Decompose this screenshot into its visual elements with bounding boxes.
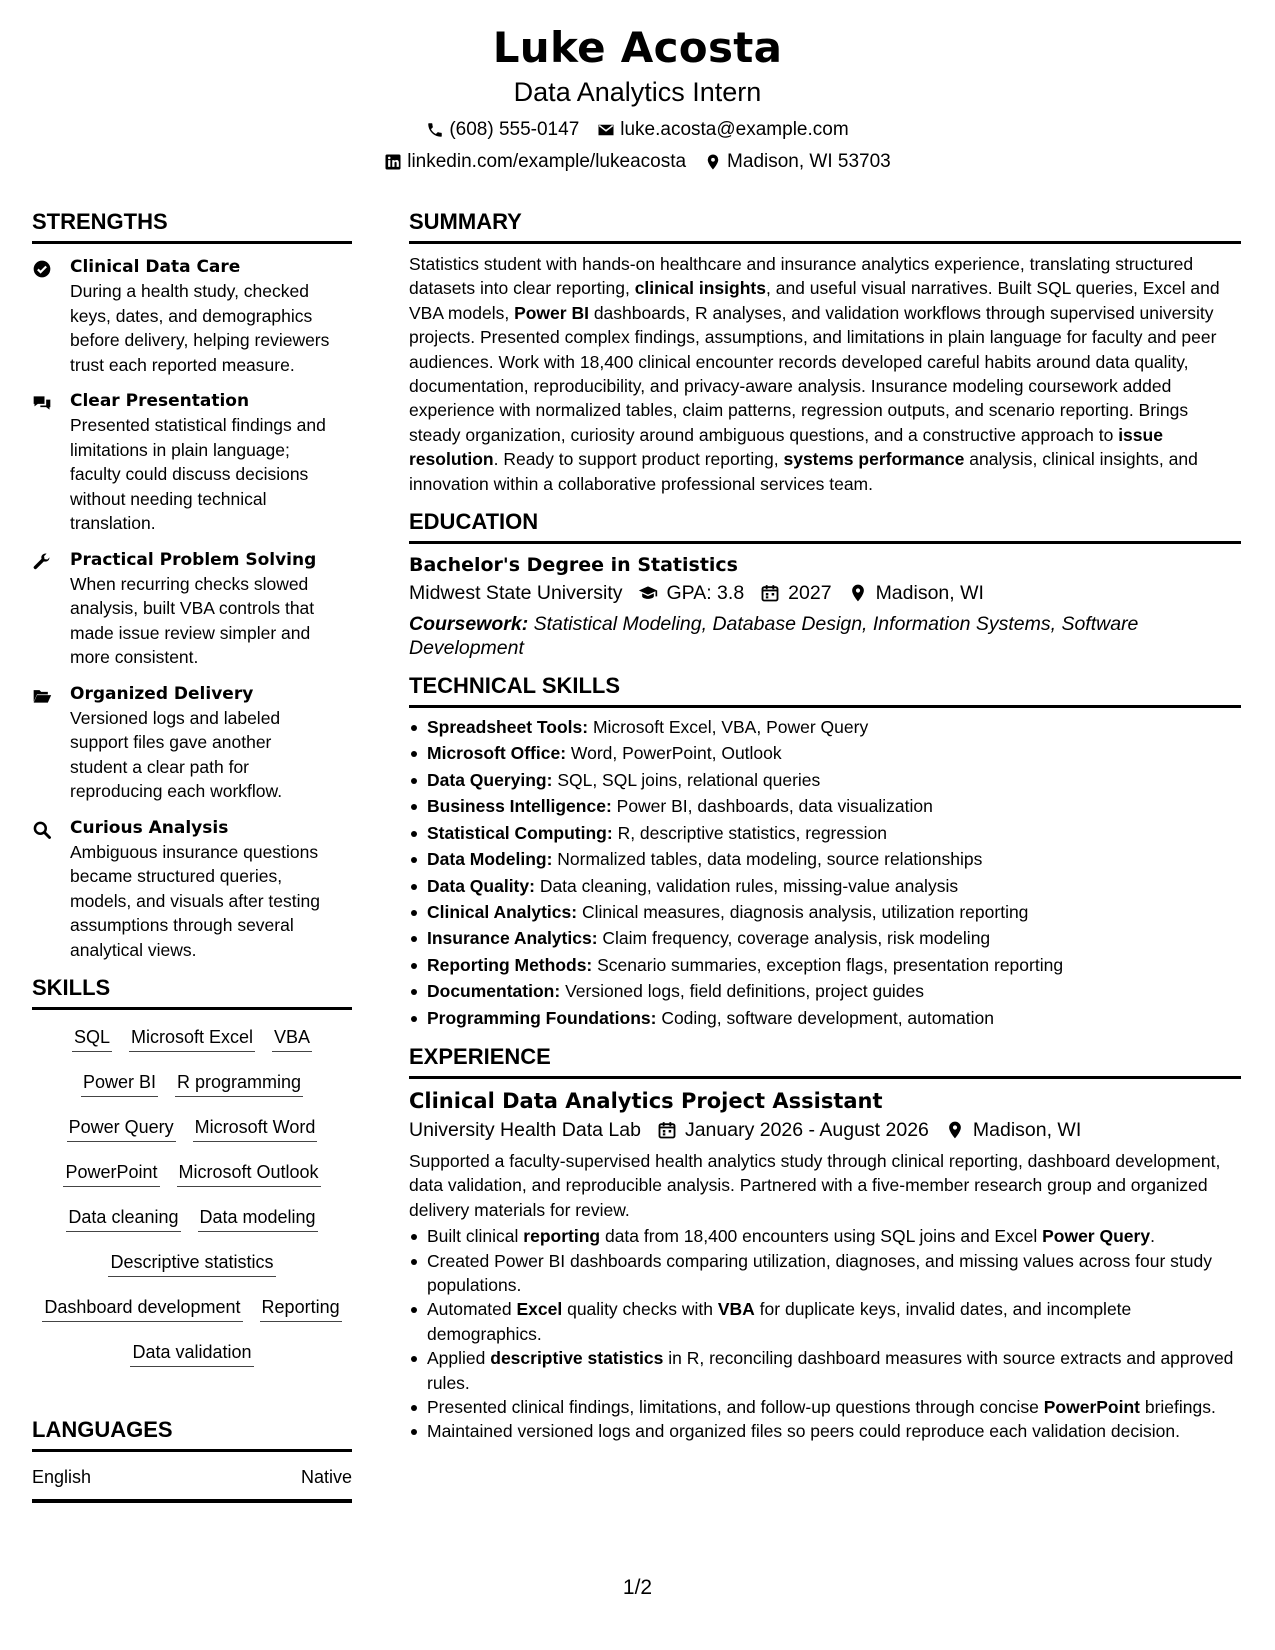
education-heading: EDUCATION: [409, 508, 1241, 544]
strength-line: keys, dates, and demographics: [70, 305, 313, 326]
strength-line: Presented statistical findings and: [70, 415, 326, 435]
candidate-name: Luke Acosta: [492, 23, 783, 72]
strength-description: [70, 413, 352, 536]
skill-values: Normalized tables, data modeling, source relationships: [552, 849, 983, 870]
strength-item: [32, 816, 352, 963]
linkedin-icon: [384, 153, 402, 171]
technical-skill-item: [409, 978, 1241, 1004]
strength-description: [70, 279, 352, 377]
skills-row: [32, 1339, 352, 1384]
comments-icon: [32, 393, 52, 413]
skill-category: Documentation:: [427, 981, 561, 1002]
text-run: briefings.: [1140, 1397, 1216, 1417]
email-contact[interactable]: [597, 118, 848, 142]
contact-row-secondary: [0, 150, 1275, 174]
emphasis-text: VBA: [717, 1299, 755, 1320]
technical-skill-item: [409, 740, 1241, 766]
degree-title: Bachelor's Degree in Statistics: [409, 554, 738, 577]
left-column: [32, 208, 352, 1503]
technical-skills-list: [409, 714, 1241, 1031]
skill-chip: Power BI: [81, 1069, 158, 1097]
text-run: in R, reconciling dashboard measures with source extracts and approved rules.: [427, 1348, 1234, 1393]
map-marker-icon: [704, 153, 722, 171]
technical-skill-item: [409, 899, 1241, 925]
strength-title: Curious Analysis: [70, 817, 229, 838]
employer-name: University Health Data Lab: [409, 1118, 641, 1141]
skills-row: [32, 1114, 352, 1159]
skill-chip: Data modeling: [198, 1204, 318, 1232]
strength-line: made issue review simpler and: [70, 622, 311, 643]
technical-skill-item: [409, 846, 1241, 872]
strength-line: support files gave another: [70, 732, 272, 752]
strength-title: Organized Delivery: [70, 683, 254, 704]
location-contact: [704, 150, 891, 174]
language-item: [32, 1465, 352, 1503]
text-run: for duplicate keys, invalid dates, and incomplete demographics.: [427, 1299, 1132, 1344]
job-location: Madison, WI: [972, 1118, 1082, 1141]
summary-text: [409, 252, 1241, 496]
strength-line: before delivery, helping reviewers: [70, 330, 330, 350]
wrench-icon: [32, 552, 52, 572]
job-meta: [409, 1115, 1241, 1145]
emphasis-text: Power Query: [1042, 1226, 1151, 1247]
strength-title: Practical Problem Solving: [70, 549, 317, 570]
map-marker-icon: [945, 1120, 965, 1140]
strength-line: translation.: [70, 513, 156, 533]
job-description: Supported a faculty-supervised health analytics study through clinical reporting, dashboard development, data validation, and reproducible analysis. Partnered with a five-member research group and organized delivery materials for review.: [409, 1150, 1221, 1220]
phone-text: (608) 555-0147: [449, 119, 580, 140]
strength-line: more consistent.: [70, 647, 199, 667]
skill-category: Business Intelligence:: [427, 796, 612, 817]
candidate-title: Data Analytics Intern: [513, 77, 762, 107]
job-bullets: [409, 1224, 1241, 1444]
strength-line: without needing technical: [70, 488, 267, 509]
skills-row: [32, 1294, 352, 1339]
contact-row-primary: [0, 118, 1275, 142]
skill-category: Spreadsheet Tools:: [427, 717, 589, 738]
text-run: Built clinical: [427, 1226, 524, 1247]
check-circle-icon: [32, 259, 52, 279]
location-text: Madison, WI 53703: [727, 151, 891, 172]
experience-bullet: [409, 1395, 1241, 1419]
strength-line: faculty could discuss decisions: [70, 464, 309, 484]
skill-values: Versioned logs, field definitions, project guides: [560, 981, 925, 1002]
skills-row: [32, 1159, 352, 1204]
strength-item: [32, 255, 352, 377]
skills-list: [32, 1024, 352, 1384]
technical-skills-heading: TECHNICAL SKILLS: [409, 672, 1241, 708]
languages-heading: LANGUAGES: [32, 1416, 352, 1452]
strength-line: assumptions through several: [70, 915, 294, 935]
graduation-cap-icon: [638, 583, 658, 603]
coursework-list: Statistical Modeling, Database Design, Information Systems, Software Development: [409, 613, 1139, 660]
skill-chip: Microsoft Excel: [129, 1024, 255, 1052]
text-run: Applied: [427, 1348, 491, 1369]
email-text: luke.acosta@example.com: [620, 119, 849, 140]
skill-values: SQL, SQL joins, relational queries: [552, 769, 821, 790]
technical-skill-item: [409, 793, 1241, 819]
skill-category: Data Quality:: [427, 875, 535, 896]
page-number: 1/2: [622, 1576, 653, 1599]
strength-line: models, and visuals after testing: [70, 890, 320, 911]
skill-values: Coding, software development, automation: [656, 1007, 995, 1028]
skill-category: Data Modeling:: [427, 849, 553, 870]
skill-chip: VBA: [272, 1024, 312, 1052]
skill-chip: PowerPoint: [63, 1159, 159, 1187]
skill-category: Microsoft Office:: [427, 743, 567, 764]
skill-category: Data Querying:: [427, 769, 553, 790]
map-marker-icon: [848, 583, 868, 603]
skill-values: Power BI, dashboards, data visualization: [611, 796, 933, 817]
text-run: .: [1150, 1226, 1155, 1247]
right-column: [409, 208, 1241, 1444]
emphasis-text: Excel: [516, 1299, 563, 1320]
envelope-icon: [597, 121, 615, 139]
skill-category: Statistical Computing:: [427, 822, 613, 843]
skill-chip: Microsoft Word: [193, 1114, 318, 1142]
calendar-icon: [760, 583, 780, 603]
strength-item: [32, 682, 352, 804]
text-run: Automated: [427, 1299, 517, 1320]
phone-icon: [426, 121, 444, 139]
folder-open-icon: [32, 686, 52, 706]
phone-contact: [426, 118, 579, 142]
strength-description: [70, 840, 352, 963]
skill-chip: R programming: [175, 1069, 303, 1097]
skill-category: Programming Foundations:: [427, 1007, 657, 1028]
experience-bullet: [409, 1297, 1241, 1346]
search-icon: [32, 820, 52, 840]
strength-line: trust each reported measure.: [70, 354, 295, 375]
text-run: Maintained versioned logs and organized files so peers could reproduce each validation decision.: [427, 1421, 1180, 1442]
skill-values: R, descriptive statistics, regression: [612, 822, 887, 843]
skills-row: [32, 1024, 352, 1069]
language-name: English: [32, 1467, 92, 1487]
job-dates: January 2026 - August 2026: [684, 1118, 929, 1141]
skill-chip: Power Query: [67, 1114, 176, 1142]
school-name: Midwest State University: [409, 582, 623, 605]
skill-values: Scenario summaries, exception flags, presentation reporting: [592, 954, 1064, 975]
strength-line: When recurring checks slowed: [70, 573, 309, 594]
skill-chip: SQL: [72, 1024, 112, 1052]
experience-bullet: [409, 1249, 1241, 1298]
technical-skill-item: [409, 1005, 1241, 1031]
strength-line: student a clear path for: [70, 756, 249, 777]
strength-description: [70, 572, 352, 670]
skill-category: Clinical Analytics:: [427, 901, 578, 922]
strength-line: Versioned logs and labeled: [70, 707, 281, 728]
strength-item: [32, 389, 352, 536]
skill-chip: Reporting: [260, 1294, 342, 1322]
technical-skill-item: [409, 820, 1241, 846]
emphasis-text: clinical insights: [634, 278, 766, 299]
resume-header: [0, 22, 1275, 174]
strength-line: Ambiguous insurance questions: [70, 841, 319, 862]
experience-bullet: [409, 1419, 1241, 1443]
skill-values: Clinical measures, diagnosis analysis, utilization reporting: [577, 901, 1029, 922]
skills-row: [32, 1204, 352, 1249]
text-run: . Ready to support product reporting,: [493, 449, 784, 470]
experience-bullet: [409, 1346, 1241, 1395]
coursework-label: Coursework:: [409, 613, 529, 636]
technical-skill-item: [409, 873, 1241, 899]
job-title: Clinical Data Analytics Project Assistant: [409, 1088, 883, 1113]
skill-chip: Data validation: [130, 1339, 253, 1367]
text-run: Created Power BI dashboards comparing utilization, diagnoses, and missing values across four study populations.: [427, 1250, 1212, 1295]
emphasis-text: issue resolution: [409, 424, 1163, 470]
emphasis-text: descriptive statistics: [490, 1348, 664, 1369]
technical-skill-item: [409, 767, 1241, 793]
text-run: Statistics student with hands-on healthcare and insurance analytics experience, translating structured datasets into clear reporting,: [409, 254, 1194, 299]
strength-item: [32, 548, 352, 670]
skill-values: Claim frequency, coverage analysis, risk modeling: [597, 928, 991, 949]
language-level: Native: [300, 1467, 352, 1487]
text-run: data from 18,400 encounters using SQL joins and Excel: [600, 1226, 1043, 1247]
text-run: dashboards, R analyses, and validation workflows through supervised university projects. Presented complex findings, assumptions, and limitations in plain language for faculty and peer audiences. Work with 18,400 clinical encounter records developed careful habits around data quality, documentation, reproducibility, and privacy-aware analysis. Insurance modeling coursework added experience with normalized tables, claim patterns, regression outputs, and scenario reporting. Brings steady organization, curiosity around ambiguous questions, and a constructive approach to: [409, 302, 1217, 445]
skill-values: Microsoft Excel, VBA, Power Query: [588, 717, 869, 738]
education-meta: [409, 578, 1241, 608]
skills-row: [32, 1249, 352, 1294]
text-run: Presented clinical findings, limitations, and follow-up questions through concise: [427, 1397, 1044, 1417]
strength-title: Clinical Data Care: [70, 257, 241, 277]
skill-chip: Dashboard development: [42, 1294, 242, 1322]
skills-heading: SKILLS: [32, 974, 352, 1010]
strength-line: During a health study, checked: [70, 281, 309, 301]
gpa-text: GPA: 3.8: [666, 582, 745, 605]
strength-title: Clear Presentation: [70, 391, 250, 411]
strength-line: analysis, built VBA controls that: [70, 598, 315, 618]
strength-line: analytical views.: [70, 939, 197, 960]
skill-chip: Descriptive statistics: [108, 1249, 275, 1277]
text-run: quality checks with: [562, 1299, 718, 1320]
skill-category: Reporting Methods:: [427, 954, 593, 975]
graduation-year: 2027: [788, 582, 832, 605]
skill-chip: Microsoft Outlook: [177, 1159, 321, 1187]
skill-category: Insurance Analytics:: [427, 928, 598, 949]
strengths-list: [32, 255, 352, 962]
strength-description: [70, 706, 352, 804]
technical-skill-item: [409, 952, 1241, 978]
summary-heading: SUMMARY: [409, 208, 1241, 244]
linkedin-text: linkedin.com/example/lukeacosta: [407, 151, 687, 172]
text-run: analysis, clinical insights, and innovation within a collaborative professional services team.: [409, 449, 1198, 494]
strength-line: became structured queries,: [70, 866, 283, 886]
skills-row: [32, 1069, 352, 1114]
emphasis-text: systems performance: [783, 449, 965, 470]
school-location: Madison, WI: [875, 582, 984, 605]
text-run: , and useful visual narratives. Built SQL queries, Excel and VBA models,: [409, 278, 1220, 323]
linkedin-contact[interactable]: [384, 150, 686, 174]
experience-heading: EXPERIENCE: [409, 1043, 1241, 1079]
coursework: [409, 612, 1241, 660]
strength-line: reproducing each workflow.: [70, 781, 283, 801]
strength-line: limitations in plain language;: [70, 439, 290, 460]
emphasis-text: Power BI: [514, 302, 589, 323]
experience-bullet: [409, 1224, 1241, 1248]
emphasis-text: reporting: [523, 1226, 601, 1247]
emphasis-text: PowerPoint: [1043, 1397, 1140, 1417]
calendar-icon: [657, 1120, 677, 1140]
skill-chip: Data cleaning: [66, 1204, 180, 1232]
skill-values: Data cleaning, validation rules, missing-value analysis: [534, 875, 959, 896]
technical-skill-item: [409, 925, 1241, 951]
technical-skill-item: [409, 714, 1241, 740]
strengths-heading: STRENGTHS: [32, 208, 352, 244]
skill-values: Word, PowerPoint, Outlook: [566, 743, 782, 764]
